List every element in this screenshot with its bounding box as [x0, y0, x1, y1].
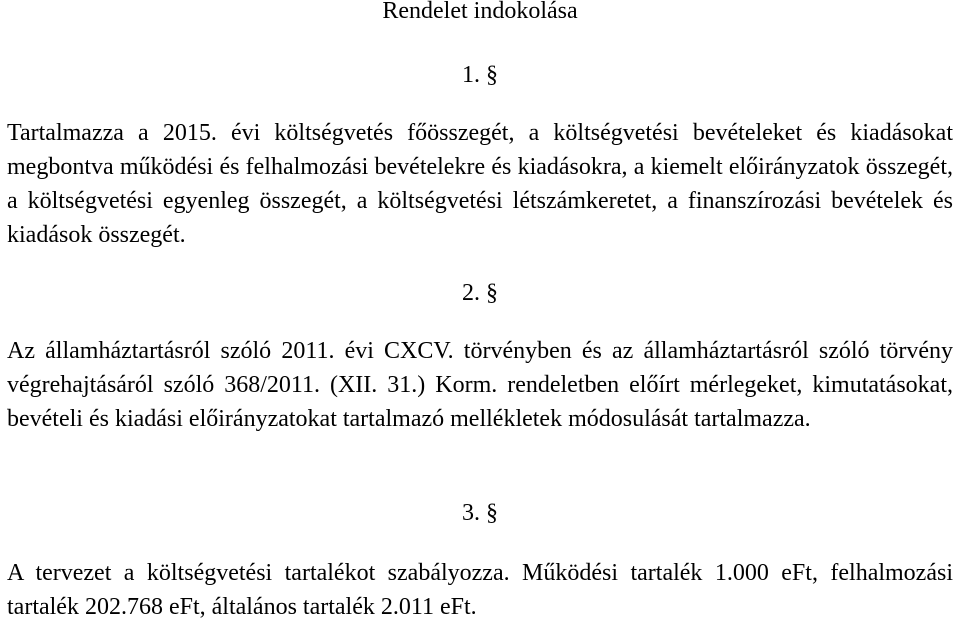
section-3-heading: 3. § [462, 500, 498, 526]
section-1-text: Tartalmazza a 2015. évi költségvetés főösszegét, a költségvetési bevételeket és kiadásokat megbontva működési és felhalmozási bevételekre és kiadásokra, a kiemelt előirányzatok összegét, a költségvetési egyenleg összegét, a költségvetési létszámkeretet, a finanszírozási bevételek és kiadások összegét. [7, 120, 953, 248]
section-3-text: A tervezet a költségvetési tartalékot szabályozza. Működési tartalék 1.000 eFt, felhalmozási tartalék 202.768 eFt, általános tartalék 2.011 eFt. [7, 560, 953, 620]
section-2-text: Az államháztartásról szóló 2011. évi CXCV. törvényben és az államháztartásról szóló törvény végrehajtásáról szóló 368/2011. (XII. 31.) Korm. rendeletben előírt mérlegeket, kimutatásokat, bevételi és kiadási előirányzatokat tartalmazó mellékletek módosulását tartalmazza. [7, 338, 953, 432]
section-1-heading: 1. § [462, 62, 498, 88]
section-2-heading: 2. § [462, 280, 498, 306]
document-title: Rendelet indokolása [382, 0, 578, 24]
